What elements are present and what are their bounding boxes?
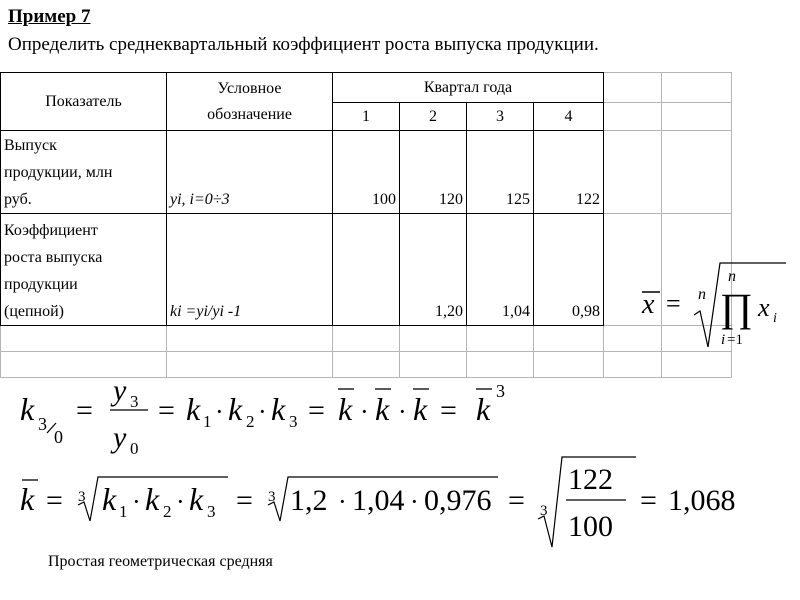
data-table xyxy=(0,72,732,378)
formula-caption: Простая геометрическая средняя xyxy=(48,553,273,570)
quarter-header: 2 xyxy=(400,103,467,131)
k2-value: 1,04 xyxy=(352,484,405,517)
grid-cell xyxy=(534,326,604,352)
row-name: Выпуск продукции, млн руб. xyxy=(1,131,167,214)
grid-cell xyxy=(662,352,732,378)
header-symbol xyxy=(167,73,333,131)
grid-cell xyxy=(400,326,467,352)
svg-text:·: · xyxy=(176,487,185,516)
svg-text:3: 3 xyxy=(540,503,548,519)
value-cell: 125 xyxy=(467,131,534,214)
ratio-formula xyxy=(18,375,538,465)
row-symbol: ki =yi/yi -1 xyxy=(167,214,333,326)
svg-text:=: = xyxy=(158,394,175,427)
value-cell xyxy=(333,214,400,326)
grid-cell xyxy=(1,326,167,352)
mean-result: 1,068 xyxy=(668,484,736,517)
svg-text:y: y xyxy=(113,421,127,454)
table-row xyxy=(1,214,732,326)
svg-text:n: n xyxy=(698,286,706,303)
grid-cell xyxy=(662,103,732,131)
svg-text:y: y xyxy=(113,375,127,407)
svg-text:·: · xyxy=(132,487,141,516)
header-indicator: Показатель xyxy=(1,73,167,131)
fraction-denominator: 100 xyxy=(568,510,613,543)
row-name: Коэффициент роста выпуска продукции (цепной) xyxy=(1,214,167,326)
grid-cell xyxy=(167,326,333,352)
grid-cell xyxy=(1,352,167,378)
grid-cell xyxy=(604,73,662,103)
grid-cell xyxy=(167,352,333,378)
svg-text:·: · xyxy=(410,487,419,516)
svg-text:·: · xyxy=(215,397,224,426)
value-cell: 100 xyxy=(333,131,400,214)
svg-text:=: = xyxy=(666,289,681,318)
grid-cell xyxy=(333,352,400,378)
value-cell: 0,98 xyxy=(534,214,604,326)
svg-text:2: 2 xyxy=(163,502,172,521)
svg-text:k: k xyxy=(228,391,243,427)
grid-cell xyxy=(333,326,400,352)
table-row xyxy=(1,131,732,214)
svg-text:0: 0 xyxy=(130,439,139,458)
task-statement: Определить среднеквартальный коэффициент роста выпуска продукции. xyxy=(8,34,599,55)
svg-text:=: = xyxy=(236,484,253,517)
grid-cell xyxy=(662,131,732,214)
grid-cell xyxy=(662,73,732,103)
quarter-header: 3 xyxy=(467,103,534,131)
geometric-mean-formula xyxy=(636,255,796,355)
svg-text:=: = xyxy=(76,394,93,427)
quarter-header: 1 xyxy=(333,103,400,131)
svg-text:3: 3 xyxy=(496,381,505,401)
grid-cell xyxy=(467,352,534,378)
value-cell: 122 xyxy=(534,131,604,214)
svg-text:=: = xyxy=(440,394,457,427)
grid-cell xyxy=(604,131,662,214)
svg-text:k: k xyxy=(20,391,35,427)
svg-text:k: k xyxy=(338,391,353,427)
svg-text:=1: =1 xyxy=(727,332,743,348)
svg-text:3: 3 xyxy=(38,414,47,434)
svg-text:3: 3 xyxy=(207,502,216,521)
svg-text:·: · xyxy=(258,397,267,426)
svg-text:·: · xyxy=(338,487,347,516)
value-cell: 120 xyxy=(400,131,467,214)
header-symbol-line2: обозначение xyxy=(207,105,292,123)
svg-text:k: k xyxy=(145,481,160,517)
quarter-header: 4 xyxy=(534,103,604,131)
svg-text:3: 3 xyxy=(130,392,139,411)
svg-text:3: 3 xyxy=(268,489,276,505)
value-cell: 1,04 xyxy=(467,214,534,326)
svg-text:=: = xyxy=(46,484,63,517)
grid-cell xyxy=(534,352,604,378)
k3-value: 0,976 xyxy=(424,484,492,517)
k1-value: 1,2 xyxy=(290,484,328,517)
svg-text:k: k xyxy=(476,391,491,427)
value-cell: 1,20 xyxy=(400,214,467,326)
svg-text:1: 1 xyxy=(119,502,128,521)
svg-text:k: k xyxy=(413,391,428,427)
svg-text:k: k xyxy=(102,481,117,517)
fraction-numerator: 122 xyxy=(568,463,613,496)
svg-text:k: k xyxy=(375,391,390,427)
svg-text:n: n xyxy=(728,268,736,285)
header-symbol-line1: Условное xyxy=(217,79,282,97)
svg-text:2: 2 xyxy=(246,412,255,431)
svg-text:0: 0 xyxy=(54,427,63,447)
row-symbol: yi, i=0÷3 xyxy=(167,131,333,214)
svg-text:i: i xyxy=(721,332,726,348)
svg-text:3: 3 xyxy=(289,412,298,431)
svg-text:·: · xyxy=(360,397,369,426)
svg-text:k: k xyxy=(271,391,286,427)
svg-text:3: 3 xyxy=(78,489,86,505)
svg-text:k: k xyxy=(20,481,35,517)
mean-calculation-formula xyxy=(18,455,738,550)
svg-text:=: = xyxy=(508,484,525,517)
svg-text:=: = xyxy=(308,394,325,427)
grid-cell xyxy=(400,352,467,378)
svg-text:x: x xyxy=(758,293,770,322)
svg-text:x: x xyxy=(642,289,655,320)
svg-text:·: · xyxy=(398,397,407,426)
example-title: Пример 7 xyxy=(8,6,91,27)
svg-text:k: k xyxy=(189,481,204,517)
grid-cell xyxy=(604,352,662,378)
svg-text:i: i xyxy=(773,311,777,326)
svg-text:=: = xyxy=(640,484,657,517)
svg-text:1: 1 xyxy=(203,412,212,431)
header-quarter: Квартал года xyxy=(333,73,604,103)
svg-text:k: k xyxy=(186,391,201,427)
grid-cell xyxy=(604,103,662,131)
svg-text:∏: ∏ xyxy=(720,285,753,330)
grid-cell xyxy=(467,326,534,352)
